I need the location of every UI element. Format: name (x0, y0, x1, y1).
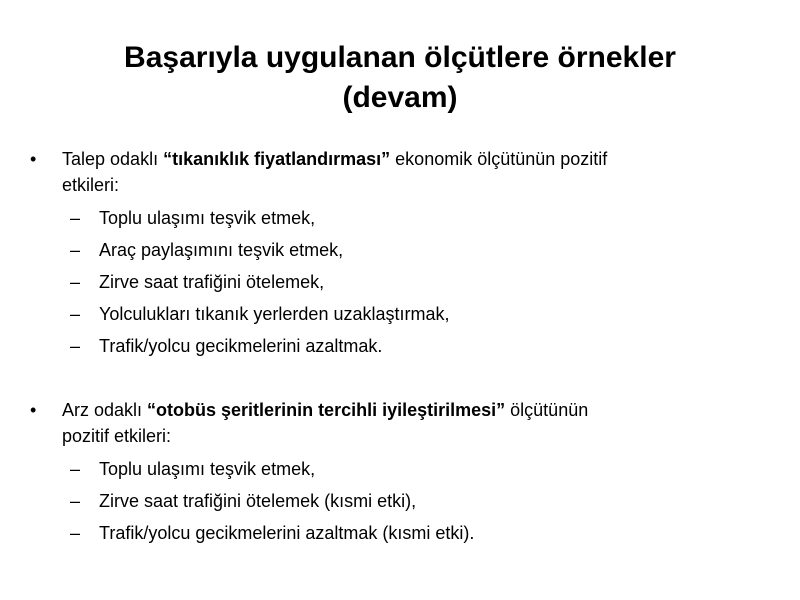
section-1-intro-suffix: ekonomik ölçütünün pozitif (390, 149, 608, 169)
section-2-item: Trafik/yolcu gecikmelerini azaltmak (kısmi etki). (99, 523, 475, 543)
bullet-marker: • (30, 149, 37, 169)
dash-marker: – (70, 336, 81, 356)
section-1-item: Zirve saat trafiğini ötelemek, (99, 272, 325, 292)
section-2-intro-prefix: Arz odaklı (62, 400, 148, 420)
section-2-item: Toplu ulaşımı teşvik etmek, (99, 459, 316, 479)
section-1-item: Araç paylaşımını teşvik etmek, (99, 240, 344, 260)
dash-marker: – (70, 208, 81, 228)
section-2-intro-line-2: pozitif etkileri: (62, 426, 172, 446)
section-1-intro-bold: “tıkanıklık fiyatlandırması” (163, 149, 391, 169)
section-1-intro-line-2: etkileri: (62, 175, 120, 195)
dash-marker: – (70, 491, 81, 511)
section-1-intro-prefix: Talep odaklı (62, 149, 164, 169)
section-2-intro-suffix: ölçütünün (505, 400, 589, 420)
section-2-intro-line-1 (62, 398, 588, 422)
dash-marker: – (70, 240, 81, 260)
dash-marker: – (70, 459, 81, 479)
slide-title-line-1: Başarıyla uygulanan ölçütlere örnekler (124, 41, 676, 74)
dash-marker: – (70, 304, 81, 324)
section-1-item: Toplu ulaşımı teşvik etmek, (99, 208, 316, 228)
section-2-item: Zirve saat trafiğini ötelemek (kısmi etki), (99, 491, 417, 511)
section-1-item: Trafik/yolcu gecikmelerini azaltmak. (99, 336, 383, 356)
section-2-intro-bold: “otobüs şeritlerinin tercihli iyileştirilmesi” (147, 400, 506, 420)
slide-title-line-2: (devam) (342, 81, 458, 114)
dash-marker: – (70, 272, 81, 292)
section-1-item: Yolculukları tıkanık yerlerden uzaklaştırmak, (99, 304, 450, 324)
bullet-marker: • (30, 400, 37, 420)
section-1-intro-line-1 (62, 147, 607, 171)
dash-marker: – (70, 523, 81, 543)
